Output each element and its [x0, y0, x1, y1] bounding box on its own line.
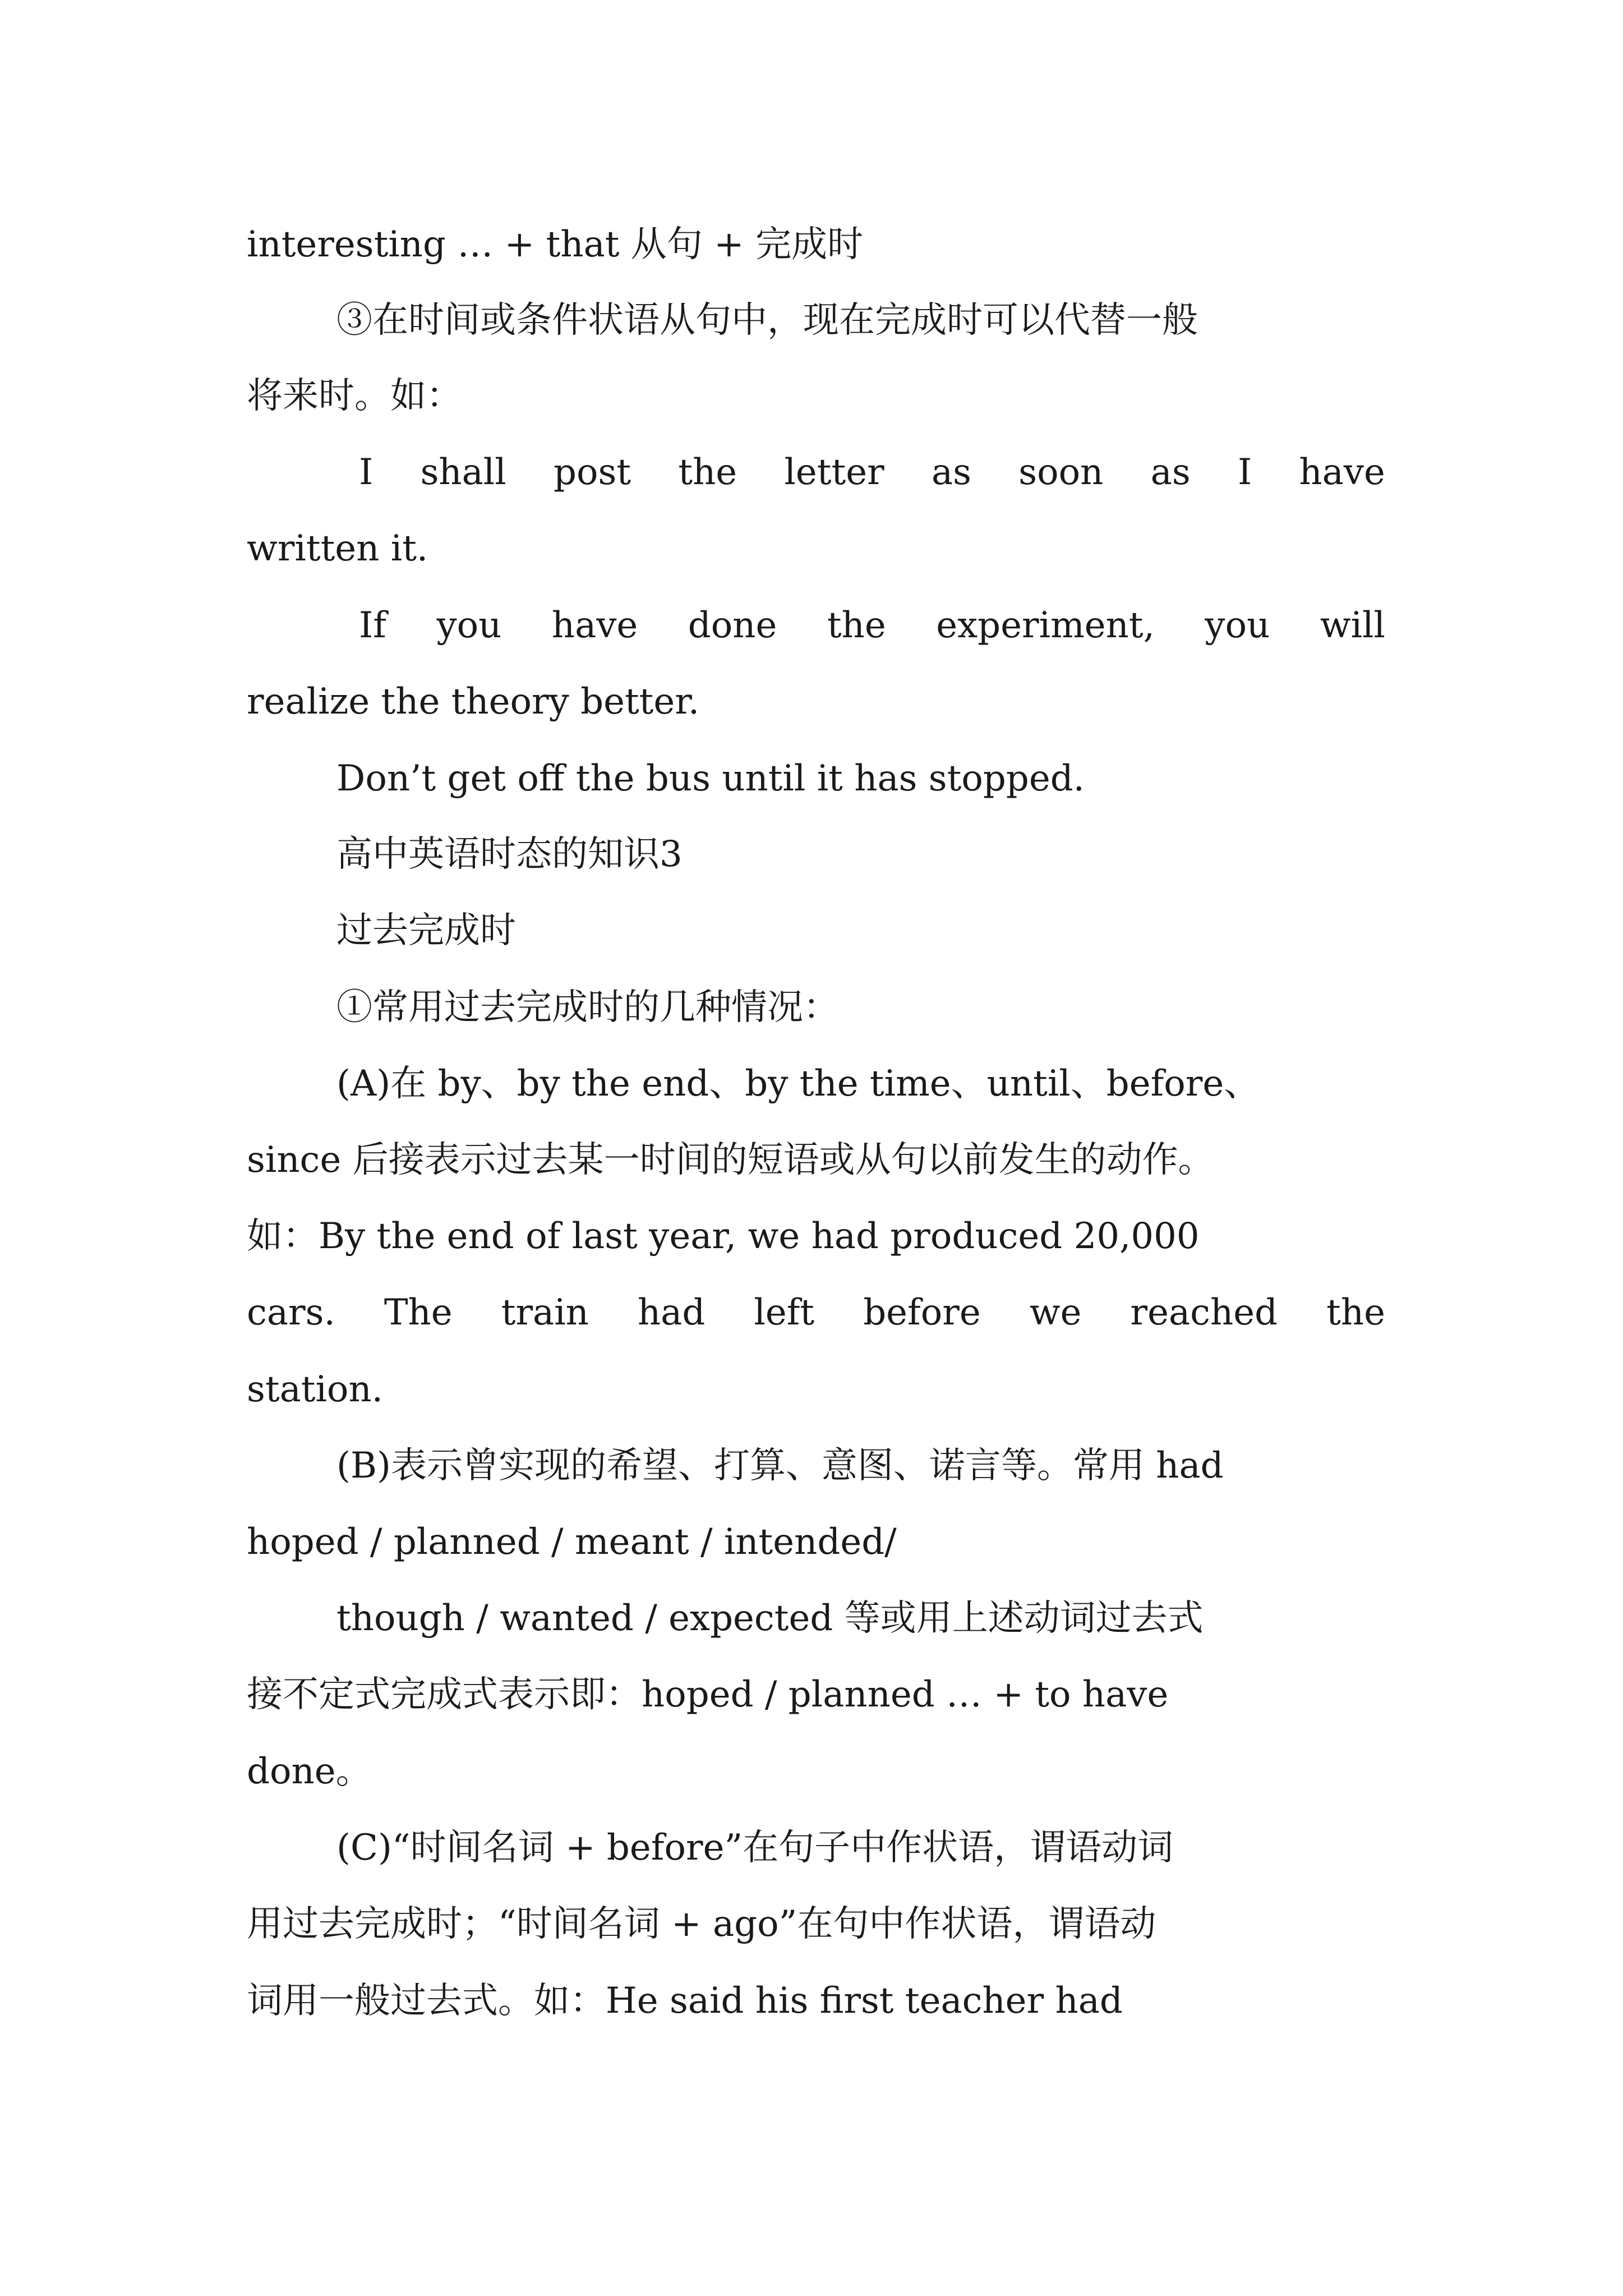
text-line: station.: [247, 1369, 383, 1410]
text-line: ③在时间或条件状语从句中，现在完成时可以代替一般: [336, 300, 1198, 341]
word: shall: [420, 452, 506, 493]
word: the: [678, 452, 737, 493]
word: train: [501, 1292, 589, 1333]
word: will: [1320, 605, 1385, 646]
text-line: (A)在 by、by the end、by the time、until、before、: [336, 1063, 1260, 1105]
text-line: realize the theory better.: [247, 681, 700, 723]
word: have: [1299, 452, 1385, 493]
text-line: 接不定式完成式表示即：hoped / planned … + to have: [247, 1674, 1169, 1715]
word: I: [1237, 452, 1252, 493]
word: as: [1150, 452, 1191, 493]
word: had: [637, 1292, 706, 1333]
text-line: 词用一般过去式。如：He said his first teacher had: [247, 1980, 1123, 2022]
subsection-heading: 过去完成时: [336, 910, 516, 951]
word: the: [1326, 1292, 1385, 1333]
word: as: [931, 452, 971, 493]
text-line: 将来时。如：: [247, 375, 462, 417]
word: The: [384, 1292, 453, 1333]
word: If: [359, 605, 386, 646]
text-line: [247, 1279, 1385, 1346]
text-line: interesting … + that 从句 + 完成时: [247, 224, 864, 265]
text-line: (B)表示曾实现的希望、打算、意图、诺言等。常用 had: [336, 1445, 1224, 1487]
text-line: [359, 439, 1385, 506]
word: experiment,: [936, 605, 1155, 646]
text-line: ①常用过去完成时的几种情况：: [336, 987, 839, 1028]
word: left: [754, 1292, 815, 1333]
word: reached: [1130, 1292, 1278, 1333]
text-line: [359, 592, 1385, 659]
text-line: 用过去完成时；“时间名词 + ago”在句中作状语，谓语动: [247, 1903, 1156, 1945]
section-heading: 高中英语时态的知识3: [336, 834, 683, 875]
text-line: since 后接表示过去某一时间的短语或从句以前发生的动作。: [247, 1139, 1214, 1181]
text-line: hoped / planned / meant / intended/: [247, 1521, 897, 1563]
text-line: done。: [247, 1751, 372, 1792]
word: cars.: [247, 1292, 335, 1333]
text-line: Don’t get off the bus until it has stopped.: [336, 758, 1085, 799]
word: we: [1029, 1292, 1082, 1333]
word: soon: [1018, 452, 1104, 493]
word: the: [827, 605, 886, 646]
word: have: [551, 605, 638, 646]
word: before: [863, 1292, 981, 1333]
word: done: [688, 605, 777, 646]
text-line: 如：By the end of last year, we had produced 20,000: [247, 1216, 1200, 1257]
word: letter: [784, 452, 884, 493]
word: I: [359, 452, 374, 493]
text-line: though / wanted / expected 等或用上述动词过去式: [336, 1598, 1204, 1639]
word: post: [554, 452, 631, 493]
word: you: [1205, 605, 1270, 646]
text-line: written it.: [247, 528, 428, 569]
word: you: [436, 605, 502, 646]
text-line: (C)“时间名词 + before”在句子中作状语，谓语动词: [336, 1827, 1174, 1869]
